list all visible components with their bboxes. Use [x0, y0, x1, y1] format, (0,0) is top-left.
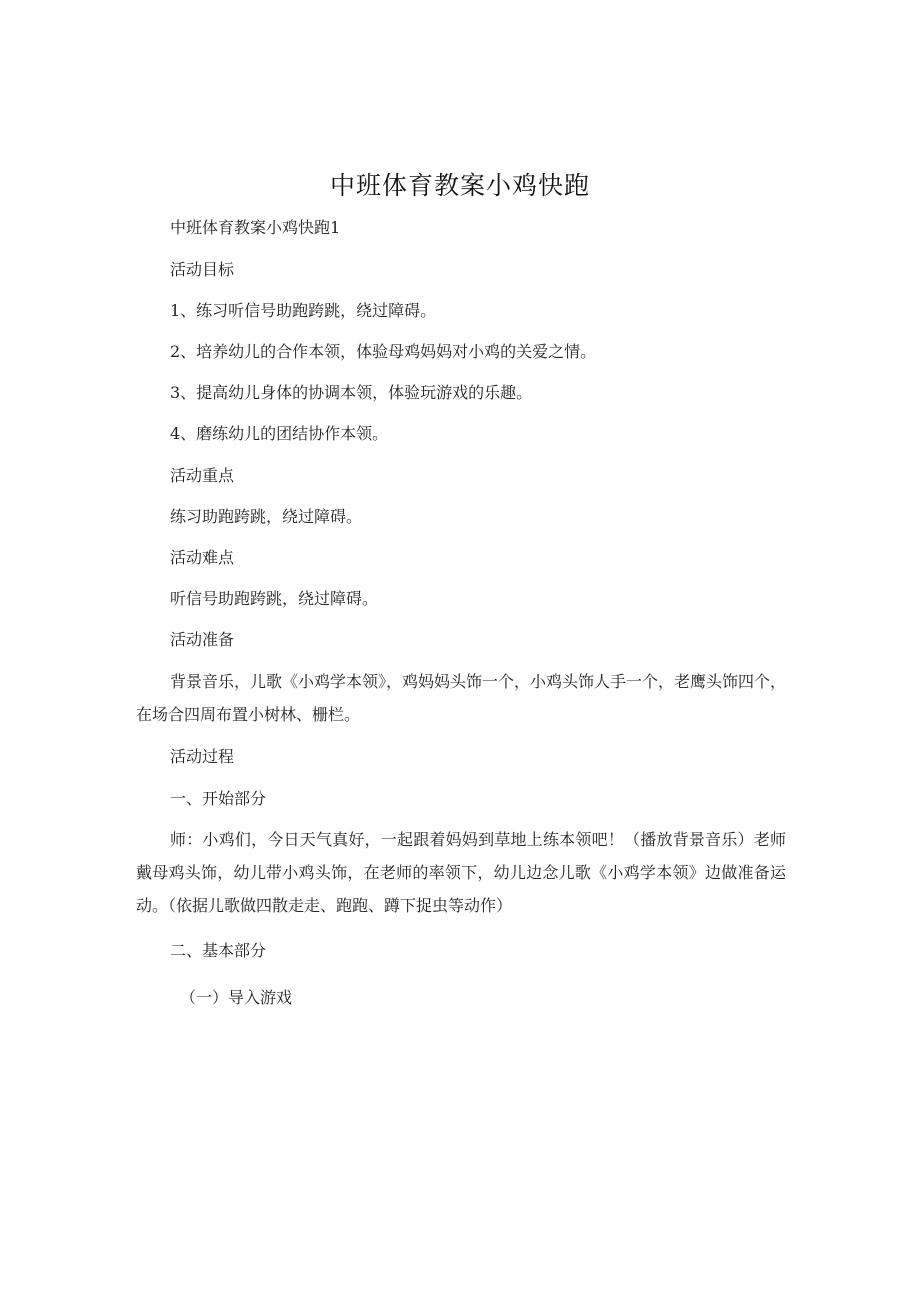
goals-heading: 活动目标	[170, 260, 235, 279]
goal-item-3: 3、提高幼儿身体的协调本领，体验玩游戏的乐趣。	[170, 383, 533, 402]
difficulty-text: 听信号助跑跨跳，绕过障碍。	[170, 589, 379, 608]
preparation-heading: 活动准备	[170, 630, 235, 649]
key-point-text: 练习助跑跨跳，绕过障碍。	[170, 507, 363, 526]
part-1-heading: 一、开始部分	[170, 789, 267, 808]
part-2-heading: 二、基本部分	[170, 941, 267, 960]
process-heading: 活动过程	[170, 747, 235, 766]
sub-section-1-heading: （一）导入游戏	[180, 988, 293, 1007]
key-point-heading: 活动重点	[170, 466, 235, 485]
preparation-text: 背景音乐，儿歌《小鸡学本领》，鸡妈妈头饰一个，小鸡头饰人手一个，老鹰头饰四个，在场合四周布置小树林、栅栏。	[136, 672, 787, 724]
document-subtitle: 中班体育教案小鸡快跑1	[170, 218, 341, 237]
difficulty-heading: 活动难点	[170, 548, 235, 567]
goal-item-4: 4、磨练幼儿的团结协作本领。	[170, 424, 389, 443]
goal-item-1: 1、练习听信号助跑跨跳，绕过障碍。	[170, 301, 437, 320]
part-1-text: 师：小鸡们，今日天气真好，一起跟着妈妈到草地上练本领吧！（播放背景音乐）老师戴母鸡头饰，幼儿带小鸡头饰，在老师的率领下，幼儿边念儿歌《小鸡学本领》边做准备运动。（依据儿歌做四散走走、跑跑、蹲下捉虫等动作）	[136, 830, 786, 915]
goal-item-2: 2、培养幼儿的合作本领，体验母鸡妈妈对小鸡的关爱之情。	[170, 342, 597, 361]
document-title: 中班体育教案小鸡快跑	[329, 171, 590, 200]
